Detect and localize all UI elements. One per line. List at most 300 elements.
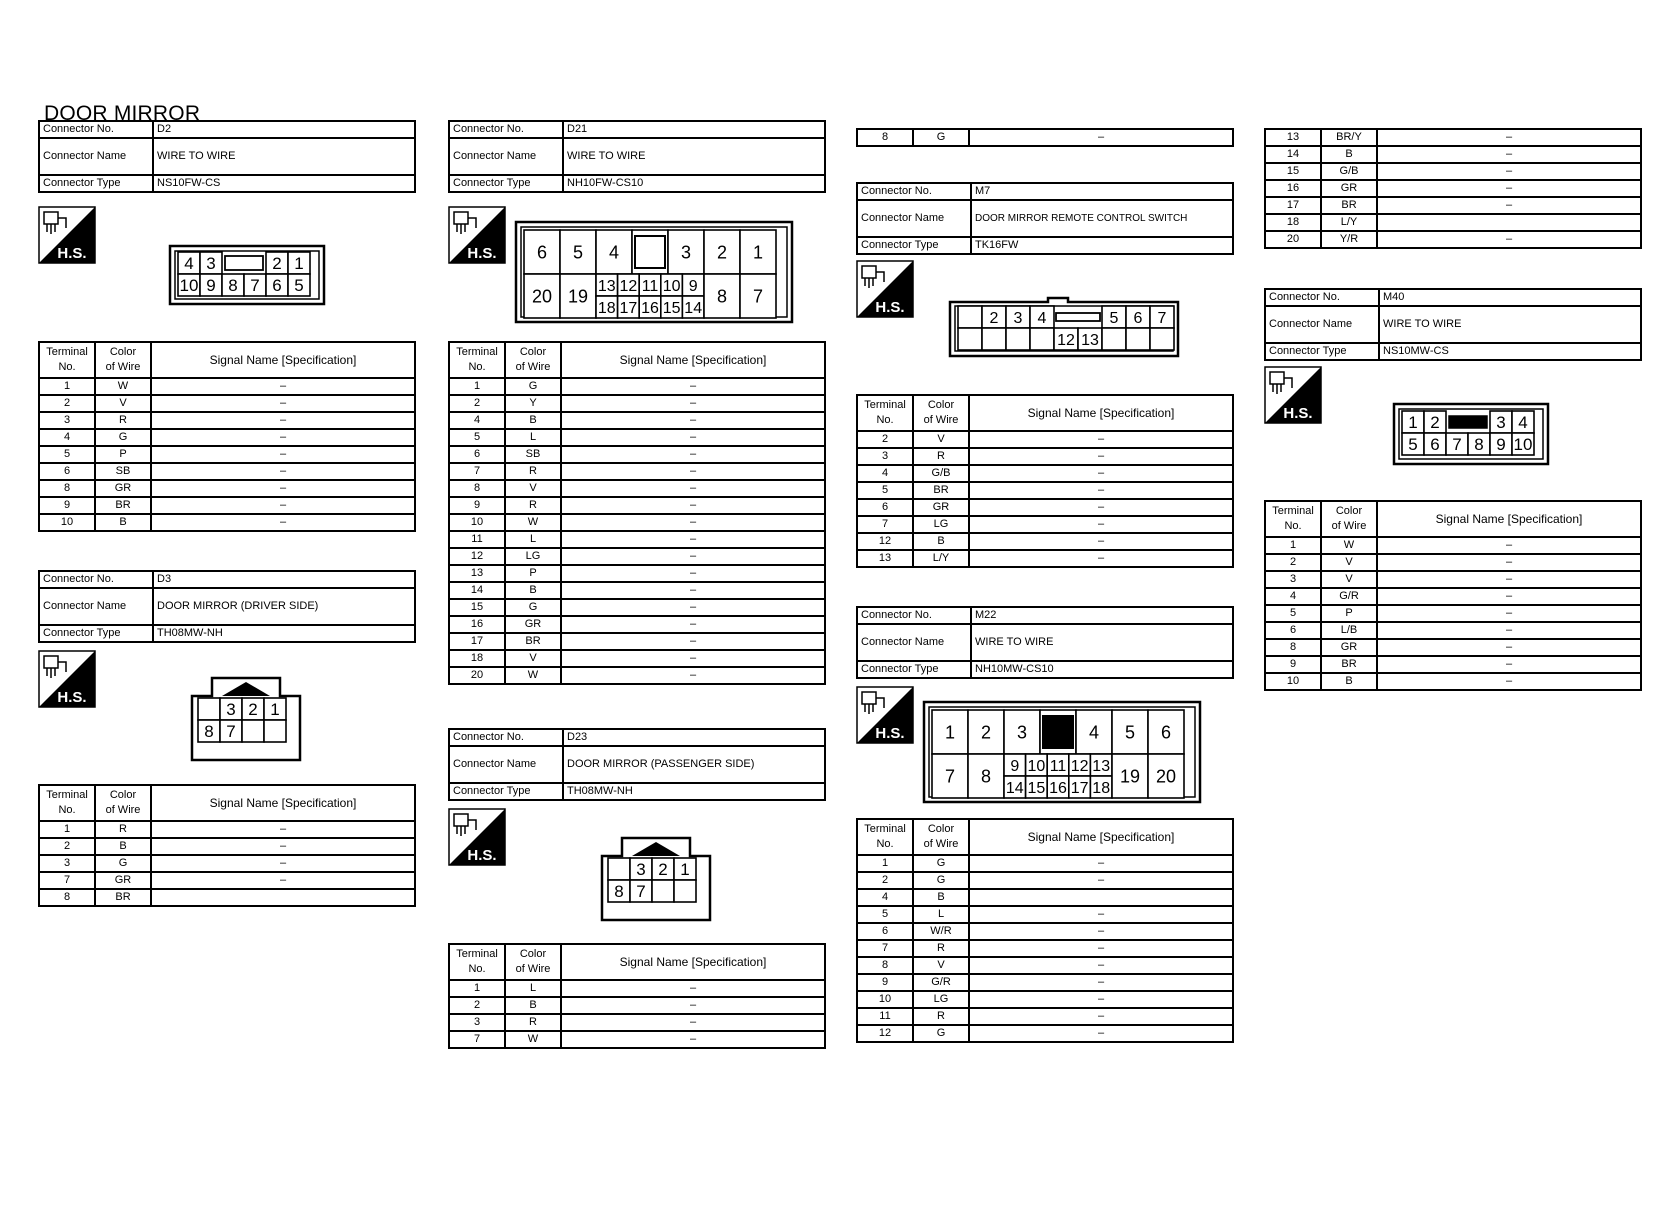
table-row (39, 395, 415, 412)
terminal-no-cell: 10 (857, 991, 913, 1008)
wire-color-cell: R (505, 1014, 561, 1031)
wire-color-cell: BR (913, 482, 969, 499)
label-connector-no: Connector No. (1265, 289, 1379, 306)
pin-label: 10 (179, 276, 199, 296)
connector-no-value: D3 (153, 571, 415, 588)
table-row (449, 531, 825, 548)
table-row (1265, 180, 1641, 197)
pin-label: 4 (1037, 309, 1047, 327)
signal-name-cell: – (969, 550, 1233, 567)
table-row (449, 650, 825, 667)
pin-label: 2 (658, 860, 668, 880)
signal-name-cell: – (561, 1014, 825, 1031)
terminal-no-cell: 3 (449, 1014, 505, 1031)
signal-name-header: Signal Name [Specification] (561, 944, 825, 980)
table-row (857, 1008, 1233, 1025)
wire-color-cell: P (505, 565, 561, 582)
table-row (39, 446, 415, 463)
hs-label: H.S. (1283, 405, 1313, 422)
signal-name-cell: – (561, 582, 825, 599)
pin-label: 4 (608, 242, 620, 263)
label-connector-no: Connector No. (39, 571, 153, 588)
wire-color-cell: V (1321, 554, 1377, 571)
terminal-no-cell: 9 (39, 497, 95, 514)
header-text: of Wire (923, 838, 959, 850)
wire-color-cell: B (95, 514, 151, 531)
signal-name-cell: – (969, 940, 1233, 957)
hs-label: H.S. (57, 245, 87, 262)
signal-name-cell: – (1377, 571, 1641, 588)
table-row (449, 980, 825, 997)
signal-name-cell: – (969, 991, 1233, 1008)
signal-name-cell: – (969, 499, 1233, 516)
terminal-no-cell: 16 (1265, 180, 1321, 197)
wire-color-cell: V (505, 650, 561, 667)
pin-label: 1 (294, 254, 304, 274)
table-row (449, 548, 825, 565)
terminal-no-cell: 20 (449, 667, 505, 684)
table-row (857, 516, 1233, 533)
wire-color-cell: R (95, 412, 151, 429)
table-row (857, 923, 1233, 940)
color-header (95, 785, 151, 821)
signal-name-cell: – (561, 463, 825, 480)
wire-color-cell: B (505, 412, 561, 429)
header-text: of Wire (923, 414, 959, 426)
pin-label: 8 (716, 286, 728, 307)
hs-label: H.S. (467, 847, 497, 864)
table-row (39, 821, 415, 838)
terminal-no-cell: 7 (449, 1031, 505, 1048)
connector-no-value: D2 (153, 121, 415, 138)
hs-icon (1264, 366, 1322, 424)
header-text: Terminal (864, 823, 906, 836)
pin-label: 11 (641, 277, 659, 295)
terminal-no-cell: 2 (449, 997, 505, 1014)
signal-name-cell: – (1377, 554, 1641, 571)
label-connector-name: Connector Name (449, 746, 563, 783)
signal-name-cell: – (561, 997, 825, 1014)
table-row (1265, 231, 1641, 248)
hs-label: H.S. (467, 245, 497, 262)
page-title: DOOR MIRROR (44, 102, 201, 125)
terminal-no-cell: 8 (857, 957, 913, 974)
table-row (857, 465, 1233, 482)
header-text: Terminal (864, 399, 906, 412)
terminal-no-cell: 6 (857, 923, 913, 940)
header-text: No. (468, 361, 486, 373)
header-text: Color (927, 399, 955, 412)
label-connector-type: Connector Type (39, 175, 153, 192)
label-connector-name: Connector Name (857, 200, 971, 237)
pin-label: 8 (204, 722, 214, 742)
pin-label: 7 (1157, 309, 1167, 327)
signal-name-cell: – (561, 497, 825, 514)
signal-name-cell: – (151, 412, 415, 429)
label-connector-no: Connector No. (449, 729, 563, 746)
wire-color-cell: GR (913, 499, 969, 516)
hs-icon (38, 206, 96, 264)
pin-label: 5 (1408, 435, 1418, 455)
wire-color-cell: G (95, 855, 151, 872)
terminal-no-header (1265, 501, 1321, 537)
signal-name-header: Signal Name [Specification] (151, 342, 415, 378)
signal-name-cell: – (1377, 146, 1641, 163)
pin-label: 12 (619, 277, 638, 295)
wire-color-cell: W (1321, 537, 1377, 554)
terminal-no-cell: 4 (857, 465, 913, 482)
terminal-no-cell: 7 (857, 516, 913, 533)
signal-name-cell: – (969, 129, 1233, 146)
pin-label: 6 (536, 242, 548, 263)
wire-color-cell: BR (1321, 197, 1377, 214)
wire-color-cell: W (505, 667, 561, 684)
pin-label: 7 (1452, 435, 1462, 455)
pin-label: 3 (226, 700, 236, 720)
label-connector-type: Connector Type (857, 661, 971, 678)
table-row (857, 550, 1233, 567)
pin-label: 17 (619, 299, 638, 317)
terminal-table-d21 (448, 341, 826, 685)
terminal-no-cell: 3 (857, 448, 913, 465)
table-row (39, 378, 415, 395)
connector-type-value: NH10MW-CS10 (971, 661, 1233, 678)
table-row (857, 872, 1233, 889)
wire-color-cell: L/Y (913, 550, 969, 567)
connector-header-d23 (448, 728, 826, 801)
table-row (1265, 605, 1641, 622)
terminal-no-cell: 17 (1265, 197, 1321, 214)
header-text: of Wire (105, 361, 141, 373)
connector-name-value: WIRE TO WIRE (1379, 306, 1641, 343)
signal-name-cell: – (151, 429, 415, 446)
terminal-no-cell: 3 (39, 412, 95, 429)
wire-color-cell: G (505, 599, 561, 616)
signal-name-cell: – (1377, 231, 1641, 248)
terminal-table-d2 (38, 341, 416, 532)
pin-label: 3 (206, 254, 216, 274)
header-text: of Wire (105, 804, 141, 816)
header-text: of Wire (1331, 520, 1367, 532)
signal-name-cell: – (969, 448, 1233, 465)
table-row (39, 872, 415, 889)
wire-color-cell: W/R (913, 923, 969, 940)
signal-name-cell: – (151, 838, 415, 855)
terminal-no-cell: 2 (857, 872, 913, 889)
hs-label: H.S. (875, 725, 905, 742)
terminal-no-cell: 18 (1265, 214, 1321, 231)
wire-color-cell: V (505, 480, 561, 497)
wire-color-cell: R (505, 497, 561, 514)
label-connector-name: Connector Name (449, 138, 563, 175)
wire-color-cell: G (913, 872, 969, 889)
pin-label: 18 (597, 299, 616, 317)
wire-color-cell: R (913, 940, 969, 957)
pin-label: 13 (597, 277, 616, 295)
wire-color-cell: LG (505, 548, 561, 565)
connector-type-value: NS10MW-CS (1379, 343, 1641, 360)
color-header (505, 342, 561, 378)
pin-label: 5 (572, 242, 584, 263)
terminal-no-cell: 7 (39, 872, 95, 889)
signal-name-cell: – (561, 650, 825, 667)
signal-name-cell (151, 889, 415, 906)
wire-color-cell: W (505, 1031, 561, 1048)
table-row (1265, 656, 1641, 673)
signal-name-cell: – (561, 446, 825, 463)
wire-color-cell: GR (95, 872, 151, 889)
pin-label: 4 (1088, 722, 1100, 743)
terminal-no-cell: 12 (857, 533, 913, 550)
wire-color-cell: BR (1321, 656, 1377, 673)
terminal-no-cell: 1 (857, 855, 913, 872)
pin-label: 6 (1430, 435, 1440, 455)
table-row (857, 889, 1233, 906)
label-connector-no: Connector No. (39, 121, 153, 138)
signal-name-cell: – (561, 480, 825, 497)
pin-label: 17 (1070, 779, 1089, 797)
signal-name-cell: – (151, 497, 415, 514)
wire-color-cell: V (913, 431, 969, 448)
header-text: No. (58, 361, 76, 373)
signal-name-header: Signal Name [Specification] (151, 785, 415, 821)
terminal-no-cell: 1 (449, 980, 505, 997)
table-row (857, 499, 1233, 516)
wire-color-cell: R (913, 1008, 969, 1025)
header-text: Color (1335, 505, 1363, 518)
table-row (1265, 554, 1641, 571)
wire-color-cell: G/R (1321, 588, 1377, 605)
terminal-no-header (449, 944, 505, 980)
pin-label: 13 (1081, 331, 1099, 349)
terminal-table-continued (856, 128, 1234, 147)
pin-label: 10 (1027, 757, 1046, 775)
pin-label: 12 (1070, 757, 1089, 775)
table-row (449, 395, 825, 412)
connector-no-value: M7 (971, 183, 1233, 200)
terminal-no-cell: 1 (39, 821, 95, 838)
signal-name-cell: – (561, 412, 825, 429)
pin-label: 9 (688, 277, 698, 295)
pin-label: 5 (1109, 309, 1119, 327)
table-row (1265, 537, 1641, 554)
wire-color-cell: R (913, 448, 969, 465)
wire-color-cell: R (95, 821, 151, 838)
hs-icon (856, 686, 914, 744)
wire-color-cell: G/B (1321, 163, 1377, 180)
table-row (449, 667, 825, 684)
wire-color-cell: G (913, 1025, 969, 1042)
wire-color-cell: W (505, 514, 561, 531)
terminal-no-cell: 8 (39, 889, 95, 906)
pin-label: 3 (1013, 309, 1023, 327)
signal-name-cell: – (561, 429, 825, 446)
signal-name-cell: – (1377, 639, 1641, 656)
signal-name-cell: – (969, 533, 1233, 550)
terminal-no-cell: 1 (39, 378, 95, 395)
signal-name-header: Signal Name [Specification] (969, 395, 1233, 431)
wire-color-cell: V (95, 395, 151, 412)
pin-label: 13 (1092, 757, 1111, 775)
wire-color-cell: G/R (913, 974, 969, 991)
header-text: No. (468, 963, 486, 975)
wire-color-cell: G (95, 429, 151, 446)
pin-label: 3 (1496, 413, 1506, 433)
table-row (39, 497, 415, 514)
label-connector-name: Connector Name (39, 138, 153, 175)
pin-label: 12 (1057, 331, 1075, 349)
signal-name-cell: – (1377, 537, 1641, 554)
color-header (505, 944, 561, 980)
terminal-no-cell: 13 (1265, 129, 1321, 146)
signal-name-cell: – (1377, 588, 1641, 605)
table-header-row (449, 944, 825, 980)
signal-name-cell: – (561, 514, 825, 531)
terminal-no-cell: 2 (39, 838, 95, 855)
table-row (39, 514, 415, 531)
terminal-no-cell: 1 (449, 378, 505, 395)
pin-label: 20 (1155, 766, 1177, 787)
terminal-no-cell: 13 (857, 550, 913, 567)
pin-label: 11 (1049, 757, 1067, 775)
terminal-no-cell: 5 (857, 906, 913, 923)
table-row (1265, 639, 1641, 656)
header-text: No. (876, 838, 894, 850)
table-row (1265, 214, 1641, 231)
hs-label: H.S. (57, 689, 87, 706)
terminal-no-cell: 5 (39, 446, 95, 463)
terminal-no-cell: 20 (1265, 231, 1321, 248)
connector-name-value: DOOR MIRROR REMOTE CONTROL SWITCH (971, 200, 1233, 237)
table-row (39, 463, 415, 480)
table-header-row (1265, 501, 1641, 537)
hs-icon (856, 260, 914, 318)
table-row (857, 957, 1233, 974)
table-header-row (857, 395, 1233, 431)
wire-color-cell: G (505, 378, 561, 395)
wire-color-cell: L (913, 906, 969, 923)
connector-face-m22 (922, 700, 1206, 808)
table-row (857, 940, 1233, 957)
table-row (449, 565, 825, 582)
table-row (39, 480, 415, 497)
header-text: Terminal (456, 948, 498, 961)
table-row (857, 448, 1233, 465)
table-row (857, 974, 1233, 991)
connector-type-value: TH08MW-NH (563, 783, 825, 800)
wire-color-cell: L (505, 429, 561, 446)
terminal-no-cell: 6 (1265, 622, 1321, 639)
terminal-table-m22 (856, 818, 1234, 1043)
table-row (449, 1014, 825, 1031)
wire-color-cell: BR (95, 889, 151, 906)
connector-face-d23 (600, 836, 716, 924)
wire-color-cell: B (913, 889, 969, 906)
terminal-no-cell: 6 (39, 463, 95, 480)
pin-label: 9 (1496, 435, 1506, 455)
pin-label: 2 (980, 722, 992, 743)
signal-name-cell (1377, 214, 1641, 231)
table-row (39, 412, 415, 429)
pin-label: 15 (1027, 779, 1046, 797)
label-connector-name: Connector Name (1265, 306, 1379, 343)
connector-no-value: D21 (563, 121, 825, 138)
wire-color-cell: GR (1321, 639, 1377, 656)
header-text: of Wire (515, 361, 551, 373)
connector-face-d21 (514, 220, 798, 326)
connector-name-value: WIRE TO WIRE (563, 138, 825, 175)
pin-label: 4 (1518, 413, 1528, 433)
terminal-no-cell: 14 (449, 582, 505, 599)
terminal-no-cell: 3 (39, 855, 95, 872)
table-row (449, 446, 825, 463)
label-connector-type: Connector Type (1265, 343, 1379, 360)
table-row (39, 838, 415, 855)
wire-color-cell: V (913, 957, 969, 974)
signal-name-cell: – (1377, 129, 1641, 146)
signal-name-cell: – (151, 463, 415, 480)
table-row (1265, 163, 1641, 180)
terminal-no-cell: 18 (449, 650, 505, 667)
terminal-no-cell: 15 (449, 599, 505, 616)
table-row (1265, 197, 1641, 214)
table-row (449, 480, 825, 497)
table-row (857, 1025, 1233, 1042)
signal-name-cell: – (969, 482, 1233, 499)
table-row (449, 412, 825, 429)
wire-color-cell: B (1321, 146, 1377, 163)
connector-name-value: DOOR MIRROR (PASSENGER SIDE) (563, 746, 825, 783)
terminal-no-cell: 9 (857, 974, 913, 991)
pin-label: 1 (1408, 413, 1418, 433)
table-row (857, 533, 1233, 550)
color-header (913, 395, 969, 431)
label-connector-no: Connector No. (857, 607, 971, 624)
signal-name-cell: – (561, 531, 825, 548)
color-header (913, 819, 969, 855)
pin-label: 8 (228, 276, 238, 296)
pin-label: 8 (980, 766, 992, 787)
signal-name-cell: – (151, 378, 415, 395)
pin-label: 2 (1430, 413, 1440, 433)
table-row (857, 129, 1233, 146)
terminal-no-cell: 4 (857, 889, 913, 906)
terminal-no-cell: 11 (449, 531, 505, 548)
header-text: No. (58, 804, 76, 816)
wire-color-cell: B (95, 838, 151, 855)
connector-header-m7 (856, 182, 1234, 255)
signal-name-cell: – (1377, 180, 1641, 197)
terminal-no-cell: 8 (857, 129, 913, 146)
hs-icon (448, 808, 506, 866)
wire-color-cell: P (95, 446, 151, 463)
pin-label: 4 (184, 254, 194, 274)
connector-no-value: D23 (563, 729, 825, 746)
table-row (449, 633, 825, 650)
table-row (449, 599, 825, 616)
signal-name-cell (969, 889, 1233, 906)
table-row (449, 514, 825, 531)
wire-color-cell: L/Y (1321, 214, 1377, 231)
signal-name-cell: – (151, 821, 415, 838)
wire-color-cell: BR (505, 633, 561, 650)
terminal-no-cell: 1 (1265, 537, 1321, 554)
pin-label: 6 (1133, 309, 1143, 327)
table-row (449, 997, 825, 1014)
terminal-no-cell: 10 (39, 514, 95, 531)
connector-header-m40 (1264, 288, 1642, 361)
signal-name-cell: – (561, 599, 825, 616)
